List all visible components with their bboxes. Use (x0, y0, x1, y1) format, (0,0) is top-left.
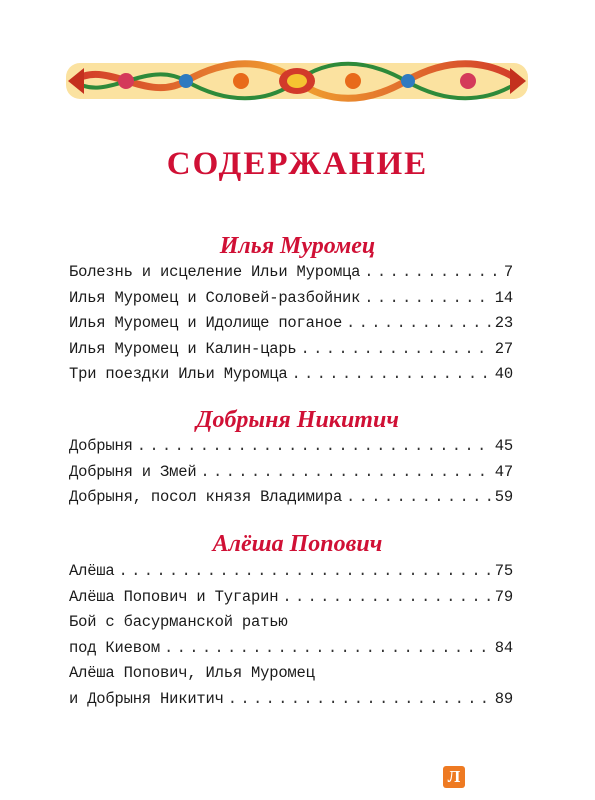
dot-leader (200, 463, 490, 481)
entry-page-number: 75 (494, 562, 513, 580)
dot-leader (301, 340, 491, 358)
section-heading-ilya-muromets: Илья Муромец (219, 233, 376, 259)
section-entries-ilya-muromets (69, 263, 513, 391)
dot-leader (119, 562, 491, 580)
decorative-ornament-border (66, 58, 528, 104)
toc-entry[interactable] (69, 437, 513, 463)
entry-page-number: 40 (494, 365, 513, 384)
toc-entry[interactable] (69, 463, 513, 489)
toc-entry[interactable] (69, 562, 513, 588)
dot-leader (228, 690, 491, 708)
toc-entry[interactable] (69, 263, 513, 289)
entry-title: Илья Муромец и Идолище поганое (69, 314, 343, 333)
toc-entry[interactable] (69, 690, 513, 716)
toc-entry[interactable] (69, 340, 513, 366)
entry-title: Три поездки Ильи Муромца (69, 365, 288, 384)
dot-leader (282, 588, 490, 606)
section-heading-dobrynya-nikitich: Добрыня Никитич (196, 407, 399, 433)
toc-entry[interactable] (69, 488, 513, 514)
toc-entry[interactable] (69, 314, 513, 340)
section-entries-dobrynya-nikitich (69, 437, 513, 514)
publisher-logo-letter: Л (447, 767, 461, 786)
publisher-logo (443, 766, 465, 788)
entry-page-number: 7 (503, 263, 513, 281)
dot-leader (364, 263, 500, 281)
entry-page-number: 45 (494, 437, 513, 455)
entry-page-number: 47 (494, 462, 513, 481)
entry-page-number: 89 (494, 689, 513, 708)
dot-leader (364, 289, 491, 307)
entry-page-number: 79 (494, 587, 513, 606)
entry-title: Алёша Попович и Тугарин (69, 587, 279, 606)
entry-title: Добрыня, посол князя Владимира (69, 488, 343, 507)
toc-entry[interactable] (69, 588, 513, 614)
entry-title: Илья Муромец и Калин-царь (69, 339, 297, 358)
entry-title: Алёша (69, 562, 115, 580)
entry-page-number: 84 (494, 638, 513, 657)
dot-leader (346, 488, 491, 506)
entry-title-first-line[interactable]: Алёша Попович, Илья Муромец (69, 664, 315, 683)
dot-leader (164, 639, 491, 657)
section-heading-alyosha-popovich: Алёша Попович (212, 531, 383, 557)
entry-page-number: 23 (494, 314, 513, 333)
entry-title: под Киевом (69, 638, 161, 657)
entry-page-number: 59 (494, 488, 513, 507)
toc-entry[interactable] (69, 365, 513, 391)
entry-title: Болезнь и исцеление Ильи Муромца (69, 263, 361, 281)
dot-leader (137, 437, 491, 455)
entry-page-number: 14 (494, 288, 513, 307)
toc-entry[interactable] (69, 639, 513, 665)
entry-title: Илья Муромец и Соловей-разбойник (69, 288, 361, 307)
entry-page-number: 27 (494, 339, 513, 358)
toc-entry[interactable] (69, 289, 513, 315)
entry-title-first-line[interactable]: Бой с басурманской ратью (69, 613, 288, 632)
dot-leader (346, 314, 491, 332)
entry-title: и Добрыня Никитич (69, 689, 224, 708)
page-title: СОДЕРЖАНИЕ (166, 146, 429, 182)
entry-title: Добрыня и Змей (69, 462, 197, 481)
entry-title: Добрыня (69, 437, 133, 455)
dot-leader (291, 365, 490, 383)
section-entries-alyosha-popovich (69, 562, 513, 716)
